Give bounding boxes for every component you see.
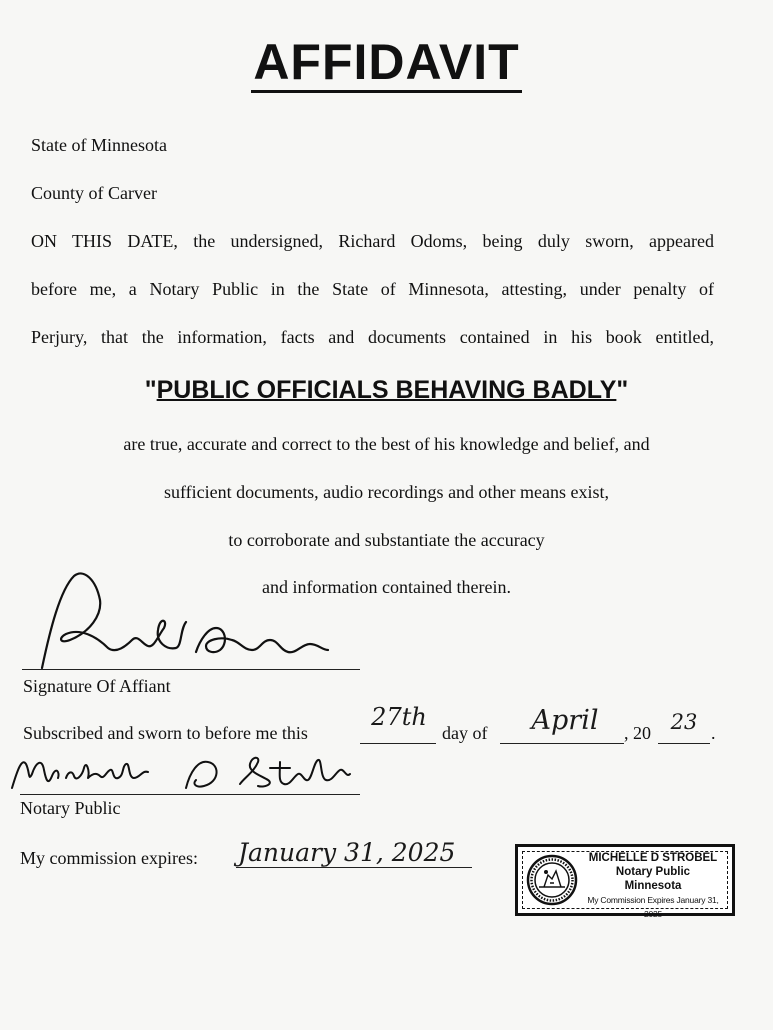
quote-close: "	[616, 376, 629, 404]
centered-line-2: sufficient documents, audio recordings and other means exist,	[163, 482, 610, 502]
commission-date: January 31, 2025	[238, 838, 456, 867]
affiant-label: Signature Of Affiant	[23, 676, 171, 696]
notary-signature-line	[20, 794, 360, 795]
sworn-year-line	[658, 743, 710, 744]
notary-label: Notary Public	[20, 798, 121, 818]
sworn-prefix: Subscribed and sworn to before me this	[23, 723, 308, 743]
sworn-day-line	[360, 743, 436, 744]
document-title: AFFIDAVIT	[0, 32, 773, 92]
paragraph-line-3: Perjury, that the information, facts and documents contained in his book entitled,	[31, 327, 714, 347]
sworn-end: .	[711, 723, 716, 743]
stamp-state: Minnesota	[624, 880, 682, 892]
book-title	[0, 374, 773, 406]
commission-label: My commission expires:	[20, 848, 198, 868]
centered-line-1: are true, accurate and correct to the best of his knowledge and belief, and	[123, 434, 650, 454]
centered-line-3: to corroborate and substantiate the accuracy	[228, 530, 545, 550]
quote-open: "	[144, 376, 157, 404]
stamp-title: Notary Public	[615, 866, 691, 878]
stamp-name: MICHELLE D STROBEL	[588, 852, 718, 864]
state-seal-icon	[526, 853, 578, 907]
state-line: State of Minnesota	[31, 135, 167, 155]
sworn-day-of: day of	[442, 723, 488, 743]
paragraph-line-2: before me, a Notary Public in the State of Minnesota, attesting, under penalty of	[31, 279, 714, 299]
paragraph-line-1: ON THIS DATE, the undersigned, Richard Odoms, being duly sworn, appeared	[31, 231, 714, 251]
notary-signature	[8, 748, 358, 794]
notary-stamp	[515, 844, 735, 919]
book-title-text: PUBLIC OFFICIALS BEHAVING BADLY	[156, 376, 617, 404]
sworn-year-prefix: , 20	[624, 723, 651, 743]
sworn-year-suffix: 23	[670, 710, 698, 734]
sworn-month: April	[531, 705, 599, 736]
sworn-month-line	[500, 743, 624, 744]
stamp-expires: My Commission Expires January 31, 2025	[587, 895, 719, 919]
county-line: County of Carver	[31, 183, 157, 203]
affiant-signature-line	[22, 669, 360, 670]
centered-line-4: and information contained therein.	[262, 577, 511, 597]
commission-date-line	[236, 867, 472, 868]
affiant-signature	[30, 570, 330, 680]
sworn-day: 27th	[371, 703, 427, 731]
stamp-text	[578, 851, 728, 921]
